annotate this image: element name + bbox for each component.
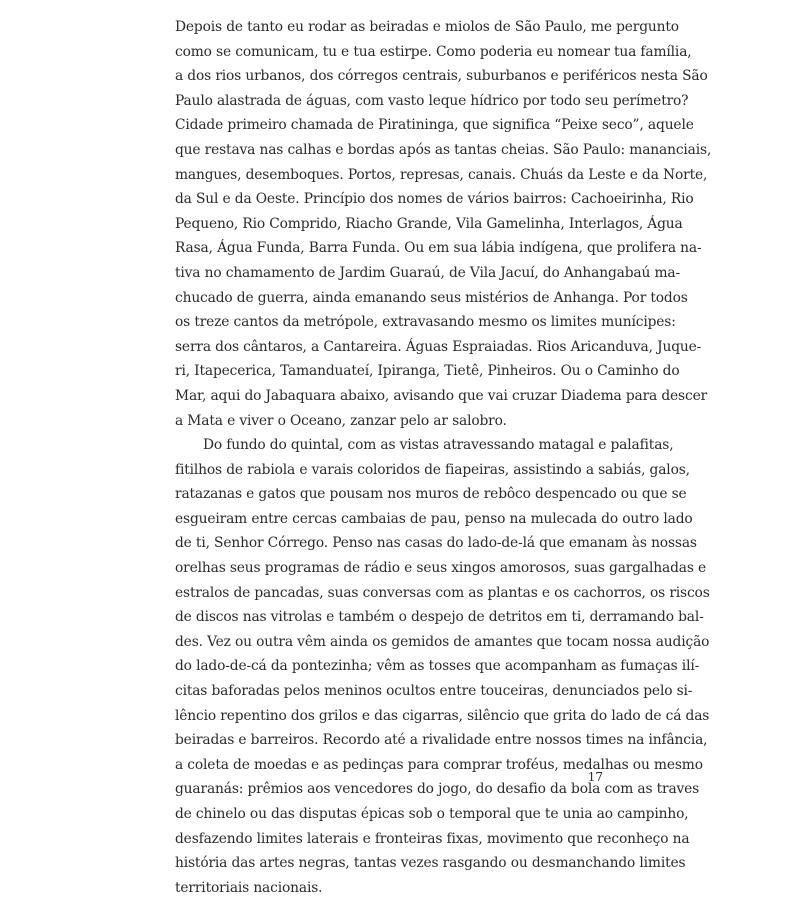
text-line: beiradas e barreiros. Recordo até a rivalidade entre nossos times na infância, — [175, 732, 708, 749]
text-line: a coleta de moedas e as pedinças para comprar troféus, medalhas ou mesmo — [175, 756, 703, 773]
text-line: história das artes negras, tantas vezes rasgando ou desmanchando limites — [175, 855, 686, 872]
text-line: os treze cantos da metrópole, extravasando mesmo os limites munícipes: — [175, 314, 676, 331]
text-line: ri, Itapecerica, Tamanduateí, Ipiranga, Tietê, Pinheiros. Ou o Caminho do — [175, 363, 680, 380]
text-line: Pequeno, Rio Comprido, Riacho Grande, Vila Gamelinha, Interlagos, Água — [175, 215, 683, 232]
text-line: de discos nas vitrolas e também o despejo de detritos em ti, derramando bal- — [175, 609, 704, 626]
text-line: Do fundo do quintal, com as vistas atravessando matagal e palafitas, — [203, 437, 674, 454]
paragraph-2 — [175, 433, 710, 900]
text-line: esgueiram entre cercas cambaias de pau, penso na mulecada do outro lado — [175, 510, 693, 527]
text-line: Depois de tanto eu rodar as beiradas e miolos de São Paulo, me pergunto — [175, 19, 679, 35]
text-line: guaranás: prêmios aos vencedores do jogo, do desafio da bola com as traves — [175, 781, 700, 798]
text-line: a dos rios urbanos, dos córregos centrais, suburbanos e periféricos nesta São — [175, 68, 708, 85]
text-line: ratazanas e gatos que pousam nos muros de rebôco despencado ou que se — [175, 486, 687, 503]
body-text — [175, 15, 712, 900]
text-line: chucado de guerra, ainda emanando seus mistérios de Anhanga. Por todos — [175, 289, 688, 306]
text-line: citas baforadas pelos meninos ocultos entre touceiras, denunciados pelo si- — [175, 683, 693, 700]
text-line: Mar, aqui do Jabaquara abaixo, avisando que vai cruzar Diadema para descer — [175, 387, 708, 404]
text-line: como se comunicam, tu e tua estirpe. Como poderia eu nomear tua família, — [175, 43, 692, 60]
text-line: desfazendo limites laterais e fronteiras fixas, movimento que reconheço na — [175, 830, 690, 847]
text-line: territoriais nacionais. — [175, 879, 323, 896]
text-line: da Sul e da Oeste. Princípio dos nomes de vários bairros: Cachoeirinha, Rio — [175, 191, 694, 208]
text-line: a Mata e viver o Oceano, zanzar pelo ar salobro. — [175, 412, 507, 429]
text-line: orelhas seus programas de rádio e seus xingos amorosos, suas gargalhadas e — [175, 560, 707, 577]
text-line: estralos de pancadas, suas conversas com as plantas e os cachorros, os riscos — [175, 584, 710, 601]
paragraph-1 — [175, 15, 712, 433]
text-line: Rasa, Água Funda, Barra Funda. Ou em sua lábia indígena, que prolifera na- — [175, 240, 702, 257]
text-line: Paulo alastrada de águas, com vasto leque hídrico por todo seu perímetro? — [175, 92, 689, 109]
page-number: 17 — [587, 770, 603, 784]
text-line: tiva no chamamento de Jardim Guaraú, de Vila Jacuí, do Anhangabaú ma- — [175, 264, 680, 281]
text-line: de chinelo ou das disputas épicas sob o temporal que te unia ao campinho, — [175, 806, 689, 822]
text-line: que restava nas calhas e bordas após as tantas cheias. São Paulo: mananciais, — [175, 141, 712, 158]
text-line: serra dos cântaros, a Cantareira. Águas Espraiadas. Rios Aricanduva, Juque- — [175, 338, 702, 355]
text-line: do lado-de-cá da pontezinha; vêm as tosses que acompanham as fumaças ilí- — [175, 658, 700, 675]
text-line: fitilhos de rabiola e varais coloridos de fiapeiras, assistindo a sabiás, galos, — [175, 461, 690, 478]
text-line: de ti, Senhor Córrego. Penso nas casas do lado-de-lá que emanam às nossas — [175, 535, 697, 552]
text-line: des. Vez ou outra vêm ainda os gemidos de amantes que tocam nossa audição — [175, 633, 710, 650]
text-line: lêncio repentino dos grilos e das cigarras, silêncio que grita do lado de cá das — [175, 707, 710, 724]
text-line: mangues, desemboques. Portos, represas, canais. Chuás da Leste e da Norte, — [175, 166, 708, 183]
text-line: Cidade primeiro chamada de Piratininga, que significa “Peixe seco”, aquele — [175, 117, 694, 134]
